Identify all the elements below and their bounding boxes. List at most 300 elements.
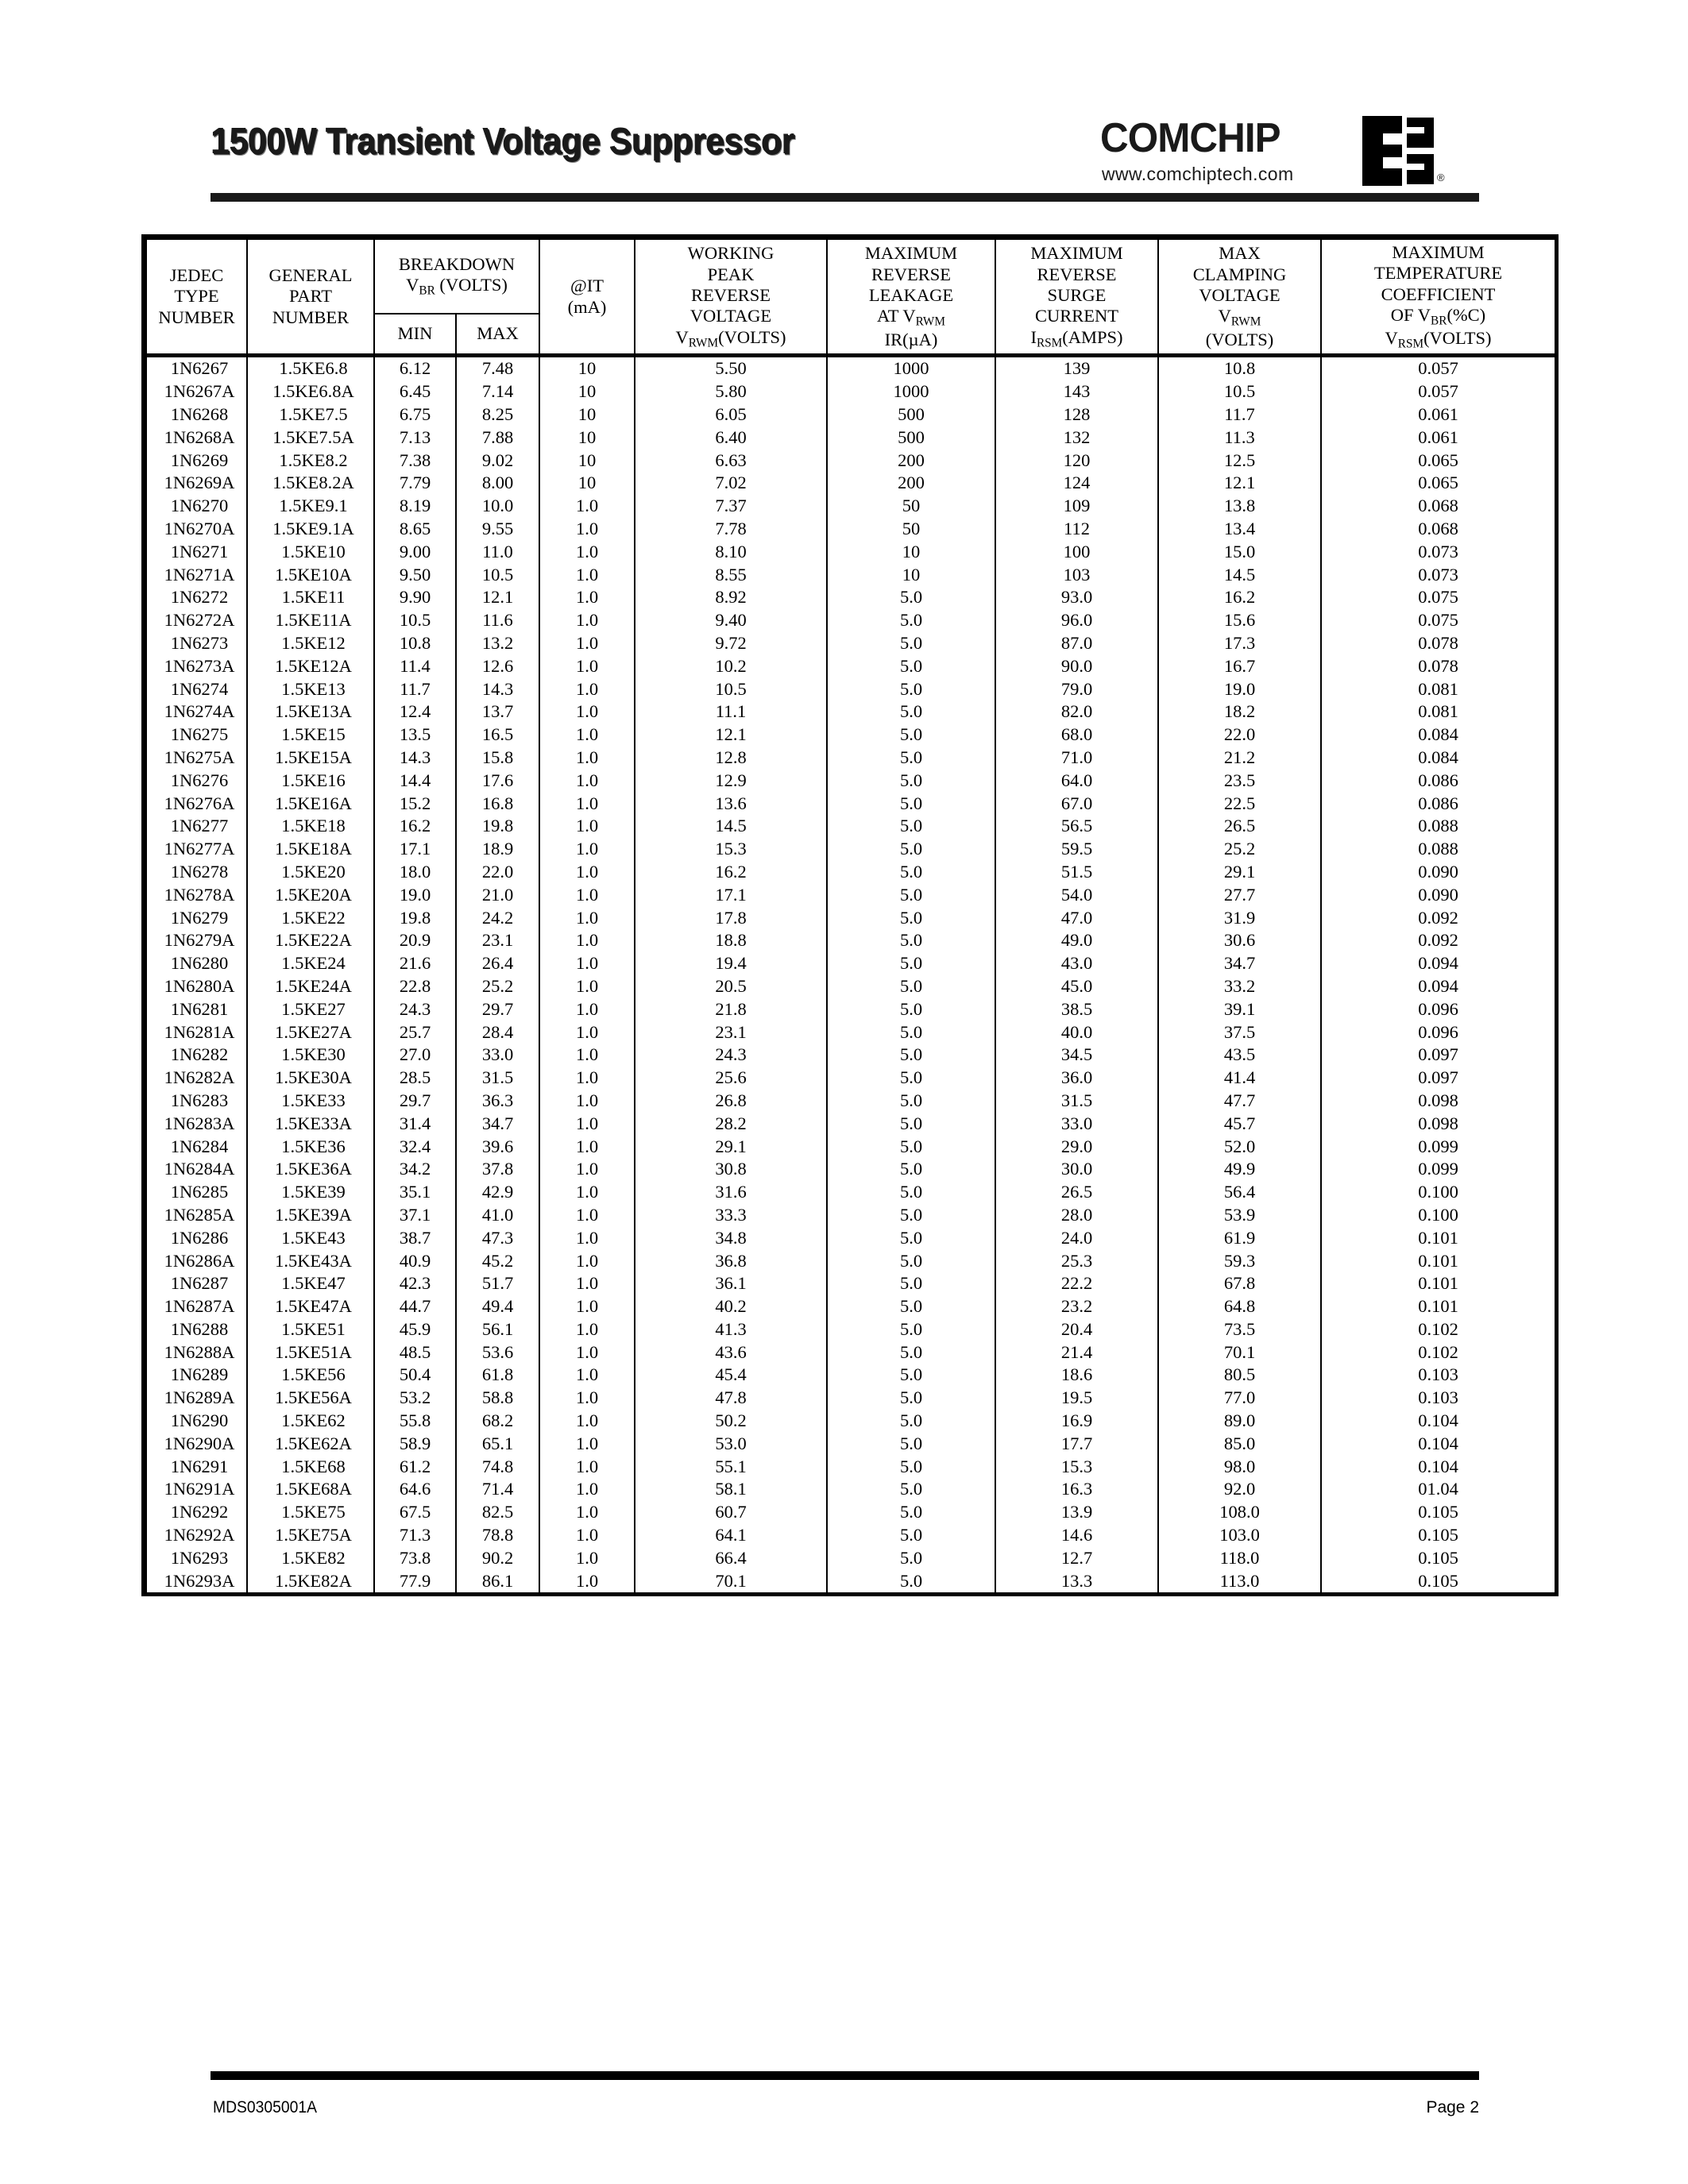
wprv-line-5 [637, 327, 825, 350]
cell-general-part: 1.5KE6.8A [247, 380, 374, 403]
cell-temperature-coefficient: 0.101 [1321, 1249, 1555, 1272]
table-row [146, 975, 1555, 998]
cell-general-part: 1.5KE16 [247, 770, 374, 793]
cell-working-peak-reverse-voltage: 9.40 [635, 609, 827, 632]
cell-vbr-min: 48.5 [374, 1341, 456, 1364]
cell-jedec-type: 1N6285A [146, 1204, 247, 1227]
cell-reverse-leakage: 5.0 [827, 1318, 995, 1341]
cell-jedec-type: 1N6290A [146, 1433, 247, 1456]
cell-general-part: 1.5KE18A [247, 838, 374, 861]
cell-reverse-leakage: 5.0 [827, 1249, 995, 1272]
table-head [146, 239, 1555, 356]
table-row [146, 1410, 1555, 1433]
cell-jedec-type: 1N6287A [146, 1295, 247, 1318]
table-row [146, 929, 1555, 952]
cell-vbr-max: 78.8 [456, 1524, 539, 1547]
cell-vbr-min: 16.2 [374, 815, 456, 838]
cell-reverse-surge-current: 71.0 [995, 747, 1158, 770]
cell-clamping-voltage: 113.0 [1158, 1570, 1321, 1593]
table-row [146, 1021, 1555, 1044]
cell-reverse-surge-current: 90.0 [995, 655, 1158, 678]
cell-reverse-leakage: 5.0 [827, 1341, 995, 1364]
col-header-max-reverse-surge-current [995, 239, 1158, 356]
cell-working-peak-reverse-voltage: 9.72 [635, 632, 827, 655]
table-row [146, 1067, 1555, 1090]
cell-reverse-surge-current: 13.3 [995, 1570, 1158, 1593]
cell-vbr-max: 56.1 [456, 1318, 539, 1341]
cell-jedec-type: 1N6269A [146, 472, 247, 495]
cell-jedec-type: 1N6290 [146, 1410, 247, 1433]
cell-vbr-max: 29.7 [456, 998, 539, 1021]
cell-jedec-type: 1N6281 [146, 998, 247, 1021]
cell-general-part: 1.5KE36 [247, 1135, 374, 1158]
cell-reverse-surge-current: 132 [995, 426, 1158, 450]
vbr-subscript: BR [419, 284, 435, 298]
cell-test-current: 1.0 [539, 1067, 635, 1090]
cell-vbr-min: 45.9 [374, 1318, 456, 1341]
cell-test-current: 1.0 [539, 1501, 635, 1524]
cell-vbr-min: 8.65 [374, 518, 456, 541]
cell-vbr-min: 9.90 [374, 586, 456, 609]
surge-line-4: CURRENT [1034, 306, 1118, 326]
cell-temperature-coefficient: 0.061 [1321, 403, 1555, 426]
cell-jedec-type: 1N6267 [146, 356, 247, 380]
cell-vbr-max: 15.8 [456, 747, 539, 770]
cell-jedec-type: 1N6280A [146, 975, 247, 998]
cell-test-current: 1.0 [539, 723, 635, 747]
cell-clamping-voltage: 37.5 [1158, 1021, 1321, 1044]
general-line-1: GENERAL [268, 265, 353, 286]
breakdown-title: BREAKDOWN [398, 254, 516, 275]
cell-reverse-leakage: 5.0 [827, 770, 995, 793]
cell-working-peak-reverse-voltage: 8.55 [635, 563, 827, 586]
cell-clamping-voltage: 53.9 [1158, 1204, 1321, 1227]
cell-working-peak-reverse-voltage: 8.10 [635, 541, 827, 564]
cell-vbr-min: 10.5 [374, 609, 456, 632]
table-row [146, 884, 1555, 907]
cell-reverse-leakage: 5.0 [827, 747, 995, 770]
cell-working-peak-reverse-voltage: 43.6 [635, 1341, 827, 1364]
cell-test-current: 1.0 [539, 1272, 635, 1295]
cell-jedec-type: 1N6282A [146, 1067, 247, 1090]
cell-temperature-coefficient: 0.068 [1321, 518, 1555, 541]
cell-working-peak-reverse-voltage: 33.3 [635, 1204, 827, 1227]
cell-jedec-type: 1N6291 [146, 1456, 247, 1479]
cell-general-part: 1.5KE11 [247, 586, 374, 609]
cell-vbr-max: 7.14 [456, 380, 539, 403]
cell-test-current: 1.0 [539, 1318, 635, 1341]
table-body [146, 356, 1555, 1593]
cell-general-part: 1.5KE43A [247, 1249, 374, 1272]
table-row [146, 792, 1555, 815]
cell-clamping-voltage: 22.0 [1158, 723, 1321, 747]
cell-test-current: 10 [539, 426, 635, 450]
cell-jedec-type: 1N6293 [146, 1547, 247, 1570]
cell-general-part: 1.5KE43 [247, 1227, 374, 1250]
cell-jedec-type: 1N6279A [146, 929, 247, 952]
table-row [146, 1524, 1555, 1547]
cell-jedec-type: 1N6283A [146, 1113, 247, 1136]
cell-clamping-voltage: 19.0 [1158, 677, 1321, 700]
cell-general-part: 1.5KE30 [247, 1044, 374, 1067]
cell-vbr-min: 13.5 [374, 723, 456, 747]
col-header-test-current [539, 239, 635, 356]
col-header-max-temperature-coefficient [1321, 239, 1555, 356]
table-row [146, 449, 1555, 472]
cell-test-current: 1.0 [539, 929, 635, 952]
cell-temperature-coefficient: 0.061 [1321, 426, 1555, 450]
cell-temperature-coefficient: 0.099 [1321, 1158, 1555, 1181]
cell-working-peak-reverse-voltage: 16.2 [635, 861, 827, 884]
cell-reverse-surge-current: 38.5 [995, 998, 1158, 1021]
cell-jedec-type: 1N6273 [146, 632, 247, 655]
cell-jedec-type: 1N6276 [146, 770, 247, 793]
cell-reverse-surge-current: 87.0 [995, 632, 1158, 655]
cell-clamping-voltage: 16.2 [1158, 586, 1321, 609]
cell-temperature-coefficient: 0.065 [1321, 472, 1555, 495]
cell-working-peak-reverse-voltage: 20.5 [635, 975, 827, 998]
cell-jedec-type: 1N6280 [146, 952, 247, 975]
wprv-line-1: WORKING [687, 243, 774, 264]
cell-general-part: 1.5KE9.1A [247, 518, 374, 541]
cell-reverse-surge-current: 67.0 [995, 792, 1158, 815]
cell-general-part: 1.5KE13A [247, 700, 374, 723]
cell-reverse-leakage: 10 [827, 541, 995, 564]
cell-working-peak-reverse-voltage: 30.8 [635, 1158, 827, 1181]
cell-vbr-max: 61.8 [456, 1364, 539, 1387]
cell-general-part: 1.5KE27A [247, 1021, 374, 1044]
cell-test-current: 1.0 [539, 906, 635, 929]
cell-test-current: 1.0 [539, 586, 635, 609]
cell-jedec-type: 1N6281A [146, 1021, 247, 1044]
cell-clamping-voltage: 26.5 [1158, 815, 1321, 838]
cell-clamping-voltage: 25.2 [1158, 838, 1321, 861]
cell-reverse-leakage: 5.0 [827, 1090, 995, 1113]
cell-test-current: 10 [539, 356, 635, 380]
cell-working-peak-reverse-voltage: 14.5 [635, 815, 827, 838]
cell-reverse-surge-current: 23.2 [995, 1295, 1158, 1318]
cell-temperature-coefficient: 0.105 [1321, 1547, 1555, 1570]
cell-reverse-leakage: 5.0 [827, 1547, 995, 1570]
cell-vbr-max: 47.3 [456, 1227, 539, 1250]
cell-reverse-surge-current: 40.0 [995, 1021, 1158, 1044]
cell-vbr-min: 34.2 [374, 1158, 456, 1181]
cell-vbr-max: 21.0 [456, 884, 539, 907]
cell-general-part: 1.5KE20 [247, 861, 374, 884]
cell-general-part: 1.5KE30A [247, 1067, 374, 1090]
cell-clamping-voltage: 39.1 [1158, 998, 1321, 1021]
cell-working-peak-reverse-voltage: 17.1 [635, 884, 827, 907]
cell-vbr-min: 35.1 [374, 1181, 456, 1204]
cell-clamping-voltage: 12.1 [1158, 472, 1321, 495]
cell-working-peak-reverse-voltage: 53.0 [635, 1433, 827, 1456]
table-row [146, 1272, 1555, 1295]
cell-vbr-min: 67.5 [374, 1501, 456, 1524]
cell-temperature-coefficient: 0.088 [1321, 815, 1555, 838]
cell-reverse-surge-current: 93.0 [995, 586, 1158, 609]
cell-vbr-max: 16.5 [456, 723, 539, 747]
leak-line-2: REVERSE [871, 264, 951, 284]
cell-temperature-coefficient: 0.078 [1321, 655, 1555, 678]
cell-temperature-coefficient: 0.096 [1321, 1021, 1555, 1044]
cell-reverse-surge-current: 16.3 [995, 1478, 1158, 1501]
table-row [146, 472, 1555, 495]
cell-working-peak-reverse-voltage: 10.2 [635, 655, 827, 678]
tc-vrsm-v: V [1385, 328, 1398, 349]
cell-test-current: 1.0 [539, 1181, 635, 1204]
cell-clamping-voltage: 13.8 [1158, 495, 1321, 518]
cell-working-peak-reverse-voltage: 10.5 [635, 677, 827, 700]
cell-vbr-min: 20.9 [374, 929, 456, 952]
cell-vbr-max: 7.88 [456, 426, 539, 450]
cell-temperature-coefficient: 0.088 [1321, 838, 1555, 861]
cell-reverse-surge-current: 14.6 [995, 1524, 1158, 1547]
cell-test-current: 1.0 [539, 541, 635, 564]
cell-jedec-type: 1N6277 [146, 815, 247, 838]
cell-reverse-surge-current: 120 [995, 449, 1158, 472]
cell-temperature-coefficient: 0.081 [1321, 677, 1555, 700]
cell-temperature-coefficient: 0.096 [1321, 998, 1555, 1021]
cell-clamping-voltage: 23.5 [1158, 770, 1321, 793]
cell-jedec-type: 1N6291A [146, 1478, 247, 1501]
cell-reverse-surge-current: 112 [995, 518, 1158, 541]
jedec-line-3: NUMBER [158, 307, 235, 327]
cell-working-peak-reverse-voltage: 41.3 [635, 1318, 827, 1341]
cell-vbr-max: 9.02 [456, 449, 539, 472]
cell-reverse-surge-current: 59.5 [995, 838, 1158, 861]
table-row [146, 815, 1555, 838]
wprv-line-2: PEAK [707, 264, 755, 284]
cell-working-peak-reverse-voltage: 36.1 [635, 1272, 827, 1295]
surge-line-1: MAXIMUM [1030, 243, 1123, 264]
cell-reverse-leakage: 5.0 [827, 1067, 995, 1090]
cell-reverse-leakage: 5.0 [827, 632, 995, 655]
cell-temperature-coefficient: 0.101 [1321, 1272, 1555, 1295]
cell-vbr-max: 71.4 [456, 1478, 539, 1501]
cell-working-peak-reverse-voltage: 12.1 [635, 723, 827, 747]
cell-general-part: 1.5KE10A [247, 563, 374, 586]
cell-reverse-leakage: 5.0 [827, 1158, 995, 1181]
cell-working-peak-reverse-voltage: 12.8 [635, 747, 827, 770]
col-header-general-part-number [247, 239, 374, 356]
cell-test-current: 10 [539, 449, 635, 472]
cell-vbr-min: 11.4 [374, 655, 456, 678]
cell-reverse-leakage: 5.0 [827, 723, 995, 747]
cell-test-current: 1.0 [539, 1204, 635, 1227]
cell-test-current: 1.0 [539, 677, 635, 700]
cell-temperature-coefficient: 0.105 [1321, 1501, 1555, 1524]
tc-of-subscript: BR [1431, 314, 1447, 328]
cell-jedec-type: 1N6283 [146, 1090, 247, 1113]
cell-reverse-surge-current: 33.0 [995, 1113, 1158, 1136]
cell-clamping-voltage: 11.3 [1158, 426, 1321, 450]
cell-reverse-leakage: 5.0 [827, 906, 995, 929]
cell-reverse-surge-current: 24.0 [995, 1227, 1158, 1250]
cell-reverse-leakage: 5.0 [827, 884, 995, 907]
leak-line-4 [829, 306, 993, 329]
cell-vbr-min: 37.1 [374, 1204, 456, 1227]
cell-vbr-max: 58.8 [456, 1387, 539, 1410]
cell-general-part: 1.5KE13 [247, 677, 374, 700]
cell-test-current: 1.0 [539, 1295, 635, 1318]
table-row [146, 1135, 1555, 1158]
cell-working-peak-reverse-voltage: 70.1 [635, 1570, 827, 1593]
clamp-v: V [1218, 306, 1231, 326]
cell-vbr-min: 71.3 [374, 1524, 456, 1547]
cell-reverse-surge-current: 21.4 [995, 1341, 1158, 1364]
cell-vbr-max: 10.5 [456, 563, 539, 586]
leak-line-3: LEAKAGE [868, 285, 954, 306]
cell-vbr-min: 22.8 [374, 975, 456, 998]
cell-vbr-max: 11.6 [456, 609, 539, 632]
cell-general-part: 1.5KE36A [247, 1158, 374, 1181]
cell-reverse-surge-current: 109 [995, 495, 1158, 518]
cell-vbr-min: 19.8 [374, 906, 456, 929]
table-row [146, 1570, 1555, 1593]
cell-vbr-max: 8.25 [456, 403, 539, 426]
clamp-line-1: MAX [1219, 243, 1261, 264]
cell-reverse-surge-current: 25.3 [995, 1249, 1158, 1272]
table-row [146, 1113, 1555, 1136]
cell-jedec-type: 1N6292A [146, 1524, 247, 1547]
cell-working-peak-reverse-voltage: 12.9 [635, 770, 827, 793]
table-row [146, 632, 1555, 655]
cell-working-peak-reverse-voltage: 34.8 [635, 1227, 827, 1250]
cell-jedec-type: 1N6277A [146, 838, 247, 861]
cell-general-part: 1.5KE10 [247, 541, 374, 564]
cell-general-part: 1.5KE33 [247, 1090, 374, 1113]
cell-clamping-voltage: 18.2 [1158, 700, 1321, 723]
cell-working-peak-reverse-voltage: 26.8 [635, 1090, 827, 1113]
cell-test-current: 1.0 [539, 861, 635, 884]
table-row [146, 998, 1555, 1021]
cell-jedec-type: 1N6278 [146, 861, 247, 884]
table-row [146, 356, 1555, 380]
cell-jedec-type: 1N6272A [146, 609, 247, 632]
cell-jedec-type: 1N6279 [146, 906, 247, 929]
leak-at-subscript: RWM [915, 314, 945, 329]
cell-general-part: 1.5KE56 [247, 1364, 374, 1387]
cell-vbr-max: 7.48 [456, 356, 539, 380]
cell-reverse-surge-current: 100 [995, 541, 1158, 564]
cell-jedec-type: 1N6287 [146, 1272, 247, 1295]
cell-working-peak-reverse-voltage: 8.92 [635, 586, 827, 609]
cell-clamping-voltage: 15.6 [1158, 609, 1321, 632]
cell-reverse-surge-current: 12.7 [995, 1547, 1158, 1570]
cell-general-part: 1.5KE7.5A [247, 426, 374, 450]
cell-vbr-min: 8.19 [374, 495, 456, 518]
table-row [146, 563, 1555, 586]
cell-reverse-surge-current: 47.0 [995, 906, 1158, 929]
cell-test-current: 1.0 [539, 700, 635, 723]
cell-vbr-max: 74.8 [456, 1456, 539, 1479]
col-header-jedec-type-number [146, 239, 247, 356]
tc-vrsm-subscript: RSM [1397, 337, 1424, 351]
cell-test-current: 10 [539, 403, 635, 426]
document-code: MDS0305001A [213, 2098, 318, 2116]
cell-vbr-min: 29.7 [374, 1090, 456, 1113]
cell-temperature-coefficient: 0.068 [1321, 495, 1555, 518]
cell-reverse-leakage: 5.0 [827, 655, 995, 678]
cell-general-part: 1.5KE27 [247, 998, 374, 1021]
cell-general-part: 1.5KE82 [247, 1547, 374, 1570]
cell-jedec-type: 1N6282 [146, 1044, 247, 1067]
clamp-line-2: CLAMPING [1192, 264, 1287, 284]
cell-clamping-voltage: 92.0 [1158, 1478, 1321, 1501]
cell-reverse-surge-current: 13.9 [995, 1501, 1158, 1524]
tc-line-1: MAXIMUM [1392, 242, 1485, 262]
cell-vbr-max: 51.7 [456, 1272, 539, 1295]
cell-temperature-coefficient: 0.075 [1321, 586, 1555, 609]
cell-general-part: 1.5KE24 [247, 952, 374, 975]
cell-jedec-type: 1N6284A [146, 1158, 247, 1181]
cell-test-current: 1.0 [539, 655, 635, 678]
cell-temperature-coefficient: 0.097 [1321, 1044, 1555, 1067]
cell-temperature-coefficient: 0.092 [1321, 906, 1555, 929]
cell-reverse-leakage: 200 [827, 449, 995, 472]
tc-line-3: COEFFICIENT [1381, 284, 1496, 304]
cell-reverse-leakage: 5.0 [827, 677, 995, 700]
cell-clamping-voltage: 80.5 [1158, 1364, 1321, 1387]
cell-test-current: 1.0 [539, 884, 635, 907]
tc-line-2: TEMPERATURE [1373, 263, 1503, 284]
cell-reverse-leakage: 5.0 [827, 1272, 995, 1295]
cell-working-peak-reverse-voltage: 21.8 [635, 998, 827, 1021]
vbr-units: (VOLTS) [435, 275, 508, 295]
cell-reverse-surge-current: 19.5 [995, 1387, 1158, 1410]
cell-working-peak-reverse-voltage: 36.8 [635, 1249, 827, 1272]
cell-reverse-surge-current: 15.3 [995, 1456, 1158, 1479]
tc-vrsm-units: (VOLTS) [1423, 328, 1492, 349]
cell-reverse-surge-current: 17.7 [995, 1433, 1158, 1456]
clamp-line-5: (VOLTS) [1205, 329, 1274, 349]
cell-test-current: 1.0 [539, 1090, 635, 1113]
cell-vbr-max: 19.8 [456, 815, 539, 838]
table-row [146, 380, 1555, 403]
cell-reverse-leakage: 5.0 [827, 815, 995, 838]
table-row [146, 1387, 1555, 1410]
cell-general-part: 1.5KE12A [247, 655, 374, 678]
cell-reverse-surge-current: 49.0 [995, 929, 1158, 952]
cell-clamping-voltage: 52.0 [1158, 1135, 1321, 1158]
cell-reverse-surge-current: 20.4 [995, 1318, 1158, 1341]
cell-vbr-min: 31.4 [374, 1113, 456, 1136]
cell-reverse-leakage: 5.0 [827, 1524, 995, 1547]
cell-clamping-voltage: 70.1 [1158, 1341, 1321, 1364]
cell-jedec-type: 1N6275 [146, 723, 247, 747]
cell-vbr-min: 77.9 [374, 1570, 456, 1593]
cell-vbr-max: 90.2 [456, 1547, 539, 1570]
cell-reverse-surge-current: 124 [995, 472, 1158, 495]
cell-reverse-surge-current: 34.5 [995, 1044, 1158, 1067]
general-line-2: PART [288, 286, 333, 307]
cell-clamping-voltage: 89.0 [1158, 1410, 1321, 1433]
cell-general-part: 1.5KE39A [247, 1204, 374, 1227]
cell-clamping-voltage: 29.1 [1158, 861, 1321, 884]
cell-clamping-voltage: 22.5 [1158, 792, 1321, 815]
cell-jedec-type: 1N6284 [146, 1135, 247, 1158]
col-header-vbr-max: MAX [456, 314, 539, 356]
cell-vbr-min: 9.50 [374, 563, 456, 586]
cell-clamping-voltage: 11.7 [1158, 403, 1321, 426]
cell-reverse-leakage: 5.0 [827, 838, 995, 861]
cell-jedec-type: 1N6274 [146, 677, 247, 700]
table-header-row-1 [146, 239, 1555, 314]
cell-reverse-leakage: 5.0 [827, 700, 995, 723]
cell-clamping-voltage: 12.5 [1158, 449, 1321, 472]
cell-test-current: 1.0 [539, 1433, 635, 1456]
cell-working-peak-reverse-voltage: 17.8 [635, 906, 827, 929]
